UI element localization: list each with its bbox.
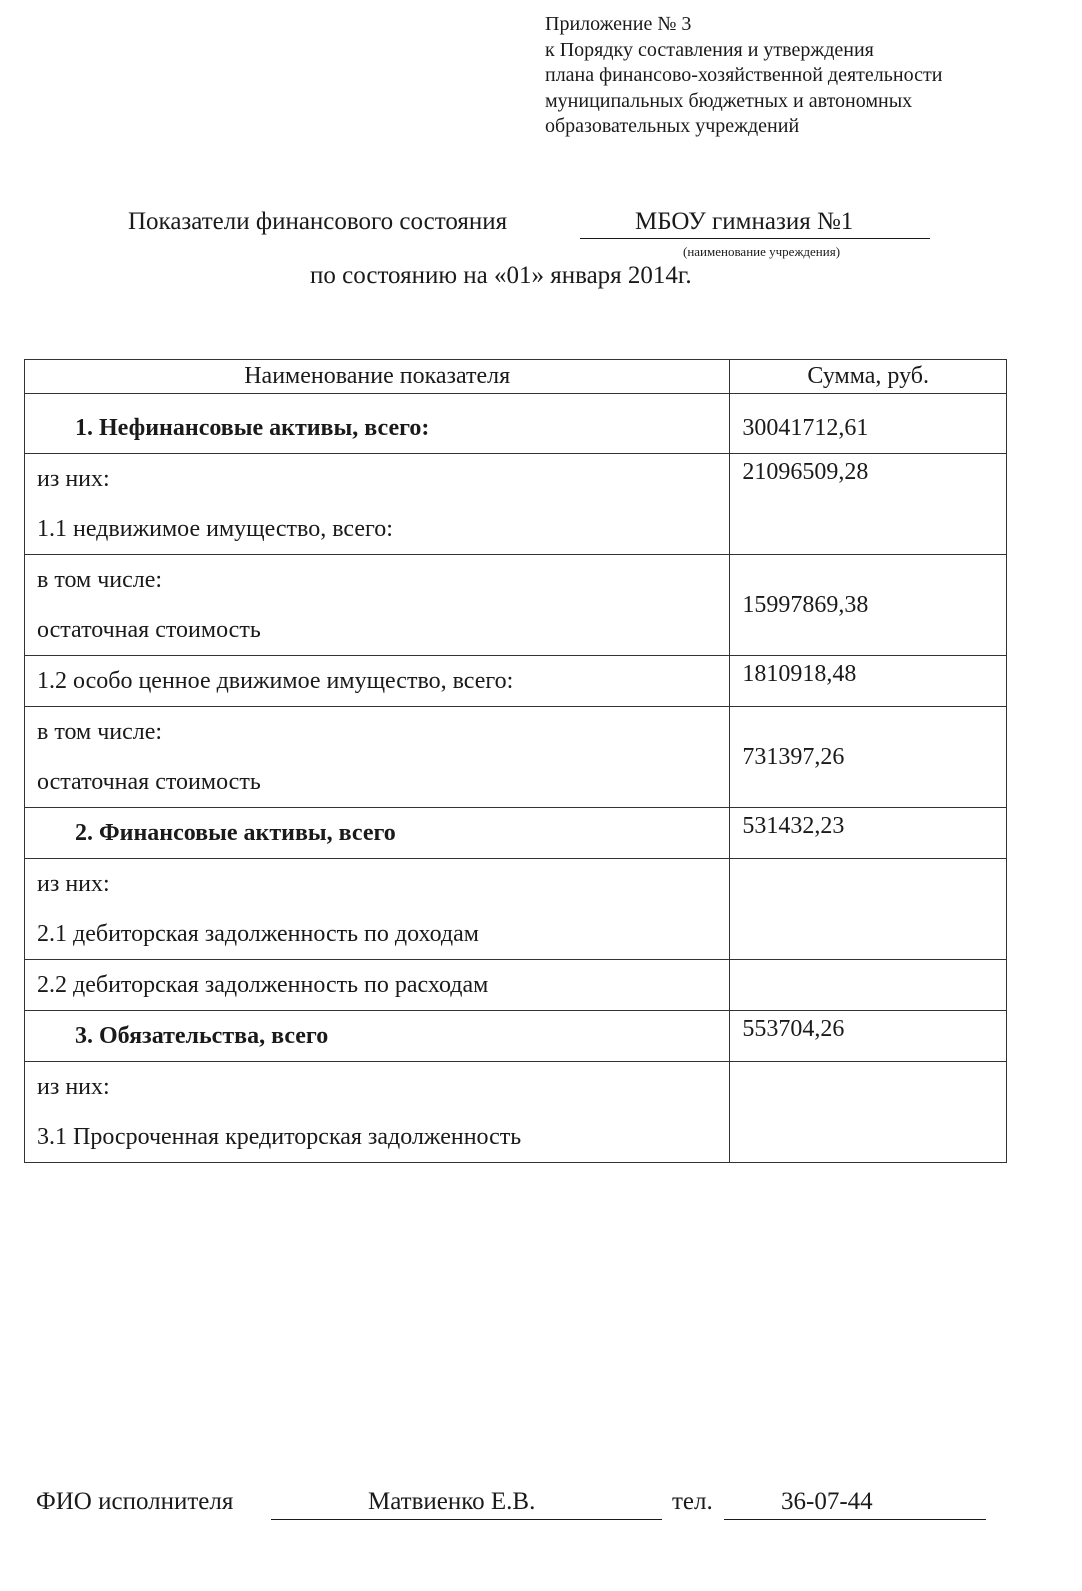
row-value [730,707,1007,808]
row-value-text: 553704,26 [742,1016,845,1042]
row-label-line: в том числе: [37,567,163,593]
table-row [25,394,1007,454]
header-indicator: Наименование показателя [25,360,730,394]
row-value-text [742,960,1006,962]
row-label-line: 1.1 недвижимое имущество, всего: [37,516,393,542]
appendix-header [545,12,942,140]
row-value [730,394,1007,454]
row-value-text: 731397,26 [742,744,845,770]
financial-indicators-table [24,359,1007,1163]
row-value-text: 21096509,28 [742,459,869,485]
row-value-text [742,859,1006,861]
table-row [25,454,1007,555]
phone-value: 36-07-44 [724,1488,986,1520]
row-label [25,454,730,555]
row-label-line: из них: [37,466,110,492]
row-value [730,656,1007,707]
row-value [730,808,1007,859]
row-value-text: 531432,23 [742,813,845,839]
row-value [730,960,1007,1011]
row-label-line: 1.2 особо ценное движимое имущество, всего: [37,668,514,694]
row-value-text: 30041712,61 [742,415,869,441]
row-label [25,394,730,454]
row-value-text: 1810918,48 [742,661,857,687]
row-value [730,1062,1007,1163]
institution-name: МБОУ гимназия №1 [580,208,930,239]
table-row [25,808,1007,859]
row-label-line: в том числе: [37,719,163,745]
row-value [730,555,1007,656]
appendix-line: плана финансово-хозяйственной деятельности [545,64,943,86]
row-label [25,960,730,1011]
appendix-line: к Порядку составления и утверждения [545,38,874,61]
row-label-line: 2.2 дебиторская задолженность по расходам [37,972,489,998]
table-row [25,960,1007,1011]
row-value-text [742,1062,1006,1064]
row-label-line: 1. Нефинансовые активы, всего: [75,415,430,441]
row-label [25,1011,730,1062]
institution-caption: (наименование учреждения) [683,244,841,259]
table-row [25,707,1007,808]
row-label-line: 3. Обязательства, всего [75,1023,329,1049]
header-amount: Сумма, руб. [730,360,1007,394]
row-label-line: 2. Финансовые активы, всего [75,820,396,846]
row-value [730,454,1007,555]
table-row [25,1011,1007,1062]
row-label [25,859,730,960]
row-label-line: 2.1 дебиторская задолженность по доходам [37,921,479,947]
row-label [25,656,730,707]
row-label-line: остаточная стоимость [37,617,261,643]
row-label [25,707,730,808]
appendix-line: Приложение № 3 [545,13,692,35]
row-value [730,859,1007,960]
table-header-row [25,360,1007,394]
appendix-line: образовательных учреждений [545,115,800,137]
row-label [25,555,730,656]
table-row [25,555,1007,656]
row-label-line: 3.1 Просроченная кредиторская задолженность [37,1124,522,1150]
executor-name: Матвиенко Е.В. [271,1488,662,1520]
row-label [25,1062,730,1163]
appendix-line: муниципальных бюджетных и автономных [545,89,913,112]
executor-label: ФИО исполнителя [36,1488,234,1515]
row-value-text: 15997869,38 [742,592,869,618]
date-line: по состоянию на «01» января 2014г. [310,262,692,289]
table-row [25,656,1007,707]
row-value [730,1011,1007,1062]
row-label [25,808,730,859]
title-label: Показатели финансового состояния [128,208,508,235]
table-row [25,859,1007,960]
row-label-line: остаточная стоимость [37,769,261,795]
row-label-line: из них: [37,1074,110,1100]
table-row [25,1062,1007,1163]
row-label-line: из них: [37,871,110,897]
phone-label: тел. [672,1488,713,1515]
